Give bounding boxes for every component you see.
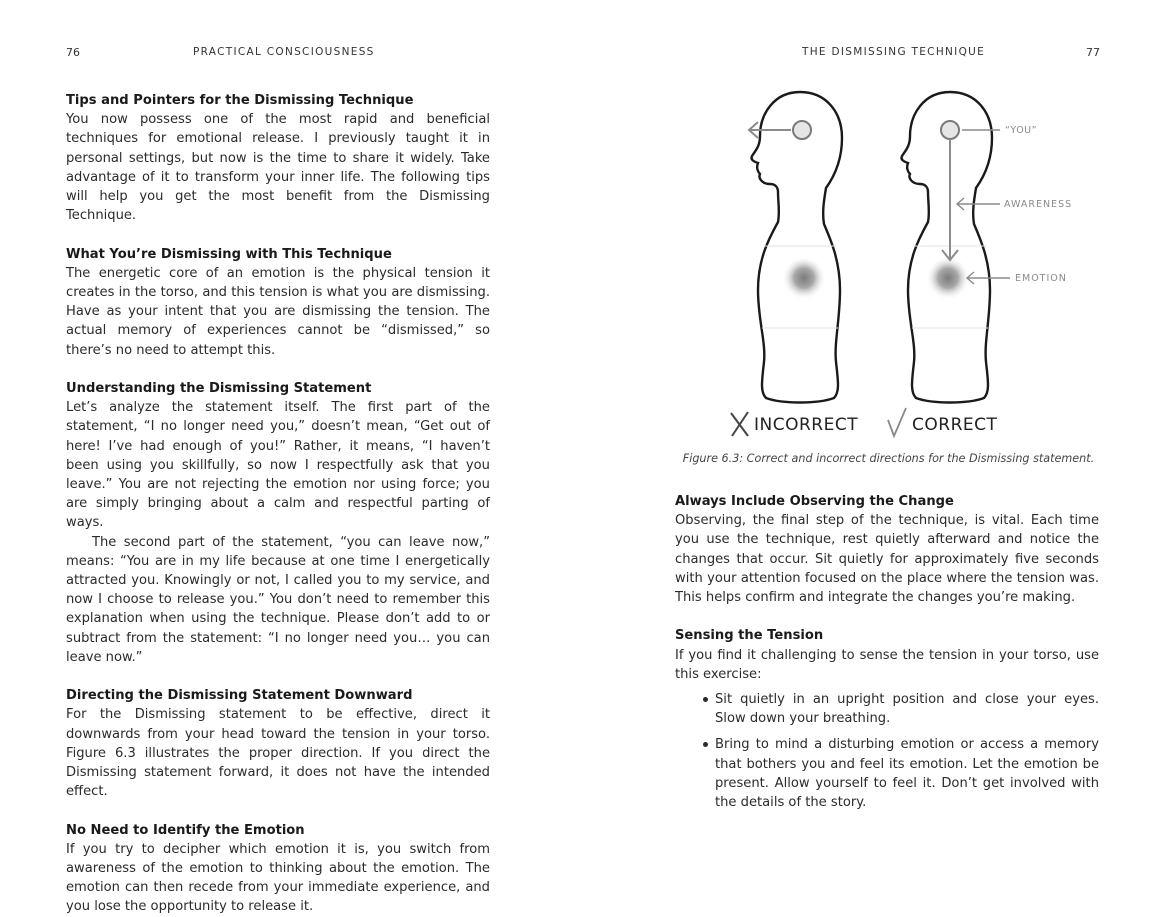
figure-svg: [722, 80, 1102, 450]
paragraph: If you try to decipher which emotion it is, you switch from awareness of the emotion to thinking about the emotion. The emotion can then recede from your immediate experience, and you lose the opportunity to release it.: [66, 841, 490, 915]
section-sensing-tension: [675, 626, 1099, 812]
list-item: Bring to mind a disturbing emotion or access a memory that bothers you and feel its emotion. Let the emotion be present. Allow yourself to feel it. Don’t get involved with the details of the story.: [715, 735, 1099, 812]
section-directing-downward: [66, 686, 490, 801]
figure-caption: Figure 6.3: Correct and incorrect directions for the Dismissing statement.: [682, 452, 1095, 465]
section-what-dismissing: [66, 245, 490, 360]
right-page: [582, 0, 1165, 900]
paragraph: If you find it challenging to sense the tension in your torso, use this exercise:: [675, 647, 1099, 682]
right-text-column: [675, 492, 1099, 819]
section-observing-change: [675, 492, 1099, 607]
correct-silhouette: [902, 92, 1010, 403]
paragraph: You now possess one of the most rapid and beneficial techniques for emotional release. I previously taught it in personal settings, but now is the time to share it widely. Take advantage of it to transform your inner life. The following tips will help you get the most benefit from the Dismissing Technique.: [66, 112, 490, 224]
paragraph: Observing, the final step of the technique, is vital. Each time you use the technique, rest quietly afterward and notice the changes that occur. Sit quietly for approximately five seconds with your attention focused on the place where the tension was. This helps confirm and integrate the changes you’re making.: [675, 513, 1099, 606]
section-tips: [66, 91, 490, 225]
running-head-left: PRACTICAL CONSCIOUSNESS: [193, 46, 375, 58]
section-heading: Sensing the Tension: [675, 628, 824, 644]
label-incorrect: INCORRECT: [754, 415, 859, 435]
head-torso-outline: [752, 92, 842, 403]
section-heading: What You’re Dismissing with This Technique: [66, 246, 392, 262]
running-head-right: THE DISMISSING TECHNIQUE: [802, 46, 986, 58]
label-awareness: AWARENESS: [1004, 199, 1073, 210]
section-heading: Tips and Pointers for the Dismissing Technique: [66, 93, 414, 108]
paragraph: For the Dismissing statement to be effective, direct it downwards from your head toward the tension in your torso. Figure 6.3 illustrates the proper direction. If you direct the Dismissing statement forward, it does not have the intended effect.: [66, 707, 490, 800]
page-number-left: 76: [66, 46, 80, 59]
section-heading: Understanding the Dismissing Statement: [66, 381, 372, 397]
section-no-need-identify: [66, 821, 490, 917]
correct-check-icon: [888, 408, 906, 436]
section-heading: No Need to Identify the Emotion: [66, 822, 305, 838]
label-correct: CORRECT: [912, 415, 998, 435]
paragraph: The second part of the statement, “you can leave now,” means: “You are in my life because at one time I energetically attracted you. Knowingly or not, I called you to my service, and now I choose to release you.” You don’t need to remember this explanation when using the technique. Please don’t add to or subtract from the statement: “I no longer need you… you can leave now.”: [66, 534, 490, 665]
list-item: Sit quietly in an upright position and close your eyes. Slow down your breathing.: [715, 690, 1099, 728]
section-understanding-statement: [66, 379, 490, 667]
label-emotion: EMOTION: [1015, 273, 1067, 284]
incorrect-x-icon: [731, 412, 748, 436]
left-page: [0, 0, 582, 915]
emotion-blur: [782, 256, 826, 300]
incorrect-silhouette: [749, 92, 842, 403]
label-you: “YOU”: [1005, 125, 1038, 136]
emotion-blur: [926, 256, 970, 300]
figure-illustration: [722, 80, 1102, 450]
you-circle: [793, 121, 811, 139]
paragraph: Let’s analyze the statement itself. The first part of the statement, “I no longer need you,” doesn’t mean, “Get out of here! I’ve had enough of you!” Rather, it means, “I haven’t been using you skillfully, so now I respectfully ask that you leave.” You are not rejecting the emotion nor using force; you are simply bringing about a calm and respectful parting of ways.: [66, 400, 490, 531]
you-circle: [941, 121, 959, 139]
section-heading: Always Include Observing the Change: [675, 494, 954, 509]
bullet-list: [675, 690, 1099, 812]
paragraph: The energetic core of an emotion is the physical tension it creates in the torso, and this tension is what you are dismissing. Have as your intent that you are dismissing the tension. The actual memory of experiences cannot be “dismissed,” so there’s no need to attempt this.: [66, 265, 490, 358]
section-heading: Directing the Dismissing Statement Downward: [66, 688, 413, 704]
left-text-column: [66, 91, 490, 917]
page-number-right: 77: [1086, 46, 1100, 59]
